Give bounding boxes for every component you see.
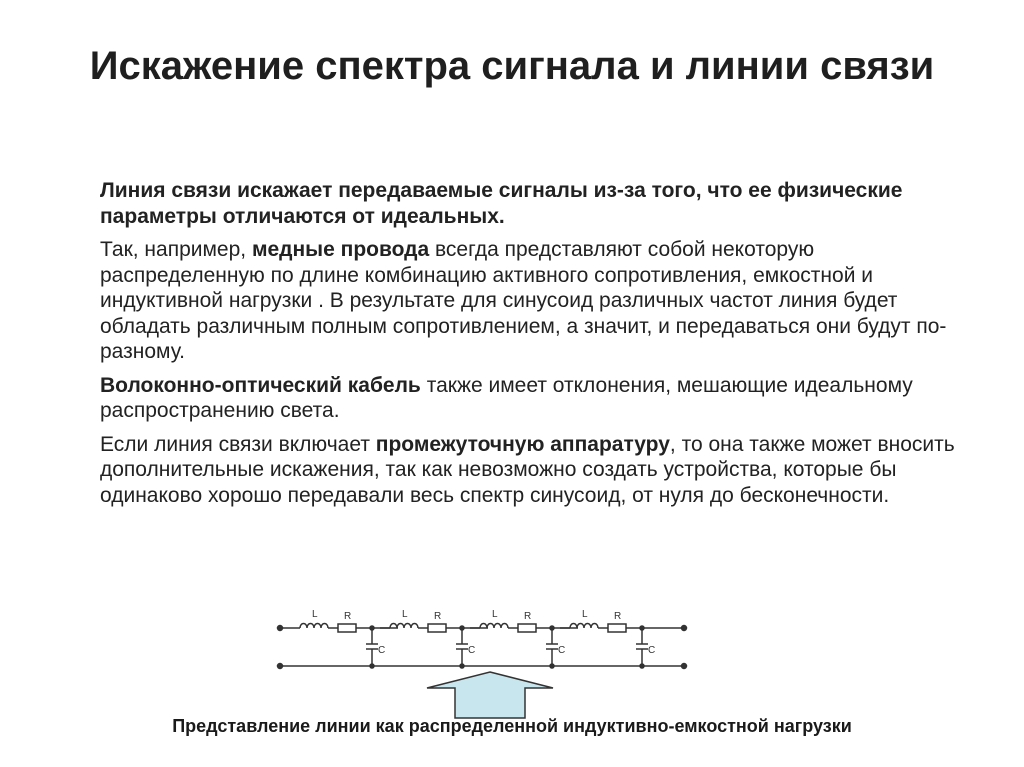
paragraph-3-text-after: также имеет отклонения, мешающие идеальному распространению света. (100, 373, 913, 422)
capacitor-label: C (558, 645, 566, 656)
up-arrow (425, 670, 555, 720)
terminal-dot (682, 664, 687, 669)
paragraph-4-text-after: , то она также может вносить дополнительные искажения, так как невозможно создать устройства, которые бы одинаково хорошо передавали весь спектр синусоид, от нуля до бесконечности. (100, 432, 955, 507)
slide-title: Искажение спектра сигнала и линии связи (89, 44, 935, 88)
body-text (100, 178, 980, 516)
paragraph-2-bold: медные провода (251, 238, 430, 261)
paragraph-4 (100, 432, 980, 509)
paragraph-2 (100, 237, 980, 365)
resistor-label: R (344, 611, 352, 622)
resistor-label: R (524, 611, 532, 622)
resistor-box (518, 624, 536, 632)
inductor-label: L (402, 609, 408, 620)
resistor-label: R (434, 611, 442, 622)
resistor-box (428, 624, 446, 632)
diagram-caption: Представление линии как распределенной индуктивно-емкостной нагрузки (172, 716, 852, 736)
resistor-box (338, 624, 356, 632)
inductor-label: L (582, 609, 588, 620)
capacitor-label: C (378, 645, 386, 656)
terminal-dot (278, 664, 283, 669)
paragraph-2-text-before: Так, например, (100, 238, 252, 261)
paragraph-2-text-after: всегда представляют собой некоторую распределенную по длине комбинацию активного сопротивления, емкостной и индуктивной нагрузки . В результате для синусоид различных частот линия будет обладать различным полным сопротивлением, а значит, и передаваться они будут по-разному. (100, 238, 947, 363)
paragraph-3-bold: Волоконно-оптический кабель (100, 373, 421, 397)
resistor-label: R (614, 611, 622, 622)
inductor-label: L (312, 609, 318, 620)
inductor-label: L (492, 609, 498, 620)
capacitor-label: C (468, 645, 476, 656)
paragraph-1: Линия связи искажает передаваемые сигналы из-за того, что ее физические параметры отличаются от идеальных. (100, 179, 903, 228)
resistor-box (608, 624, 626, 632)
paragraph-3 (100, 373, 980, 424)
capacitor-label: C (648, 645, 656, 656)
inductor-coil (300, 623, 328, 628)
paragraph-4-bold: промежуточную аппаратуру (375, 432, 670, 456)
paragraph-4-text-before: Если линия связи включает (100, 432, 376, 456)
